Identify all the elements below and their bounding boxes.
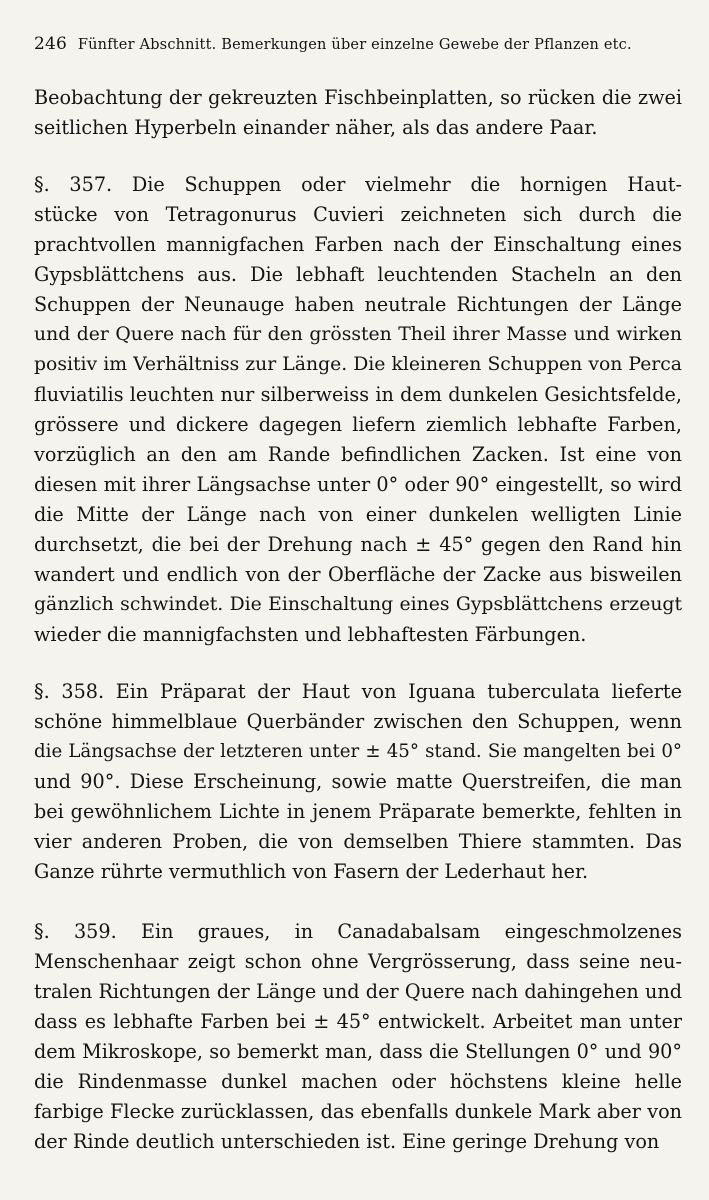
text-line: wieder die mannigfachsten und lebhaftesten Färbungen. bbox=[34, 623, 587, 646]
text-line: Schuppen der Neunauge haben neutrale Richtungen der Länge bbox=[34, 293, 682, 316]
text-line: vorzüglich an den am Rande befindlichen Zacken. Ist eine von bbox=[34, 443, 682, 466]
text-line: schöne himmelblaue Querbänder zwischen den Schuppen, wenn bbox=[34, 710, 682, 733]
text-line: gänzlich schwindet. Die Einschaltung eines Gypsblättchens erzeugt bbox=[34, 594, 682, 615]
text-line: positiv im Verhältniss zur Länge. Die kleineren Schuppen von Perca bbox=[34, 354, 682, 375]
text-line: seitlichen Hyperbeln einander näher, als das andere Paar. bbox=[34, 116, 598, 139]
text-line: durchsetzt, die bei der Drehung nach ± 45° gegen den Rand hin bbox=[34, 533, 682, 556]
text-line: farbige Flecke zurücklassen, das ebenfalls dunkele Mark aber von bbox=[34, 1100, 682, 1123]
text-line: Gypsblättchens aus. Die lebhaft leuchtenden Stacheln an den bbox=[34, 263, 682, 286]
text-line: stücke von Tetragonurus Cuvieri zeichneten sich durch die bbox=[34, 203, 682, 226]
text-line: diesen mit ihrer Längsachse unter 0° oder 90° eingestellt, so wird bbox=[34, 473, 682, 496]
text-line: Beobachtung der gekreuzten Fischbeinplatten, so rücken die zwei bbox=[34, 86, 682, 109]
text-line: die Mitte der Länge nach von einer dunkelen welligten Linie bbox=[34, 503, 682, 526]
paragraph-intro bbox=[34, 83, 682, 143]
paragraph-357 bbox=[34, 170, 682, 650]
running-title: Fünfter Abschnitt. Bemerkungen über einzelne Gewebe der Pflanzen etc. bbox=[77, 37, 632, 53]
running-header bbox=[34, 34, 682, 55]
text-line: fluviatilis leuchten nur silberweiss in dem dunkelen Gesichtsfelde, bbox=[34, 383, 682, 406]
text-line: §. 359. Ein graues, in Canadabalsam eingeschmolzenes bbox=[34, 920, 682, 943]
text-line: Ganze rührte vermuthlich von Fasern der Lederhaut her. bbox=[34, 860, 589, 883]
paragraph-359 bbox=[34, 917, 682, 1157]
text-line: vier anderen Proben, die von demselben Thiere stammten. Das bbox=[34, 830, 682, 853]
text-line: dass es lebhafte Farben bei ± 45° entwickelt. Arbeitet man unter bbox=[34, 1010, 682, 1033]
text-line: prachtvollen mannigfachen Farben nach der Einschaltung eines bbox=[34, 233, 682, 256]
text-line: und der Quere nach für den grössten Theil ihrer Masse und wirken bbox=[34, 324, 682, 345]
text-line: Menschenhaar zeigt schon ohne Vergrösserung, dass seine neu- bbox=[34, 950, 682, 973]
text-line: die Rindenmasse dunkel machen oder höchstens kleine helle bbox=[34, 1070, 682, 1093]
text-line: die Längsachse der letzteren unter ± 45° stand. Sie mangelten bei 0° bbox=[34, 741, 682, 762]
body-text bbox=[34, 83, 682, 1157]
text-line: grössere und dickere dagegen liefern ziemlich lebhafte Farben, bbox=[34, 413, 682, 436]
page-number: 246 bbox=[34, 34, 68, 54]
text-line: §. 357. Die Schuppen oder vielmehr die hornigen Haut- bbox=[34, 173, 682, 196]
text-line: tralen Richtungen der Länge und der Quere nach dahingehen und bbox=[34, 980, 682, 1003]
text-line: bei gewöhnlichem Lichte in jenem Präparate bemerkte, fehlten in bbox=[34, 800, 682, 823]
text-line: dem Mikroskope, so bemerkt man, dass die Stellungen 0° und 90° bbox=[34, 1040, 682, 1063]
text-line: §. 358. Ein Präparat der Haut von Iguana tuberculata lieferte bbox=[34, 680, 682, 703]
text-line: wandert und endlich von der Oberfläche der Zacke aus bisweilen bbox=[34, 563, 682, 586]
paragraph-358 bbox=[34, 677, 682, 887]
text-line: der Rinde deutlich unterschieden ist. Eine geringe Drehung von bbox=[34, 1130, 660, 1153]
text-line: und 90°. Diese Erscheinung, sowie matte Querstreifen, die man bbox=[34, 770, 682, 793]
